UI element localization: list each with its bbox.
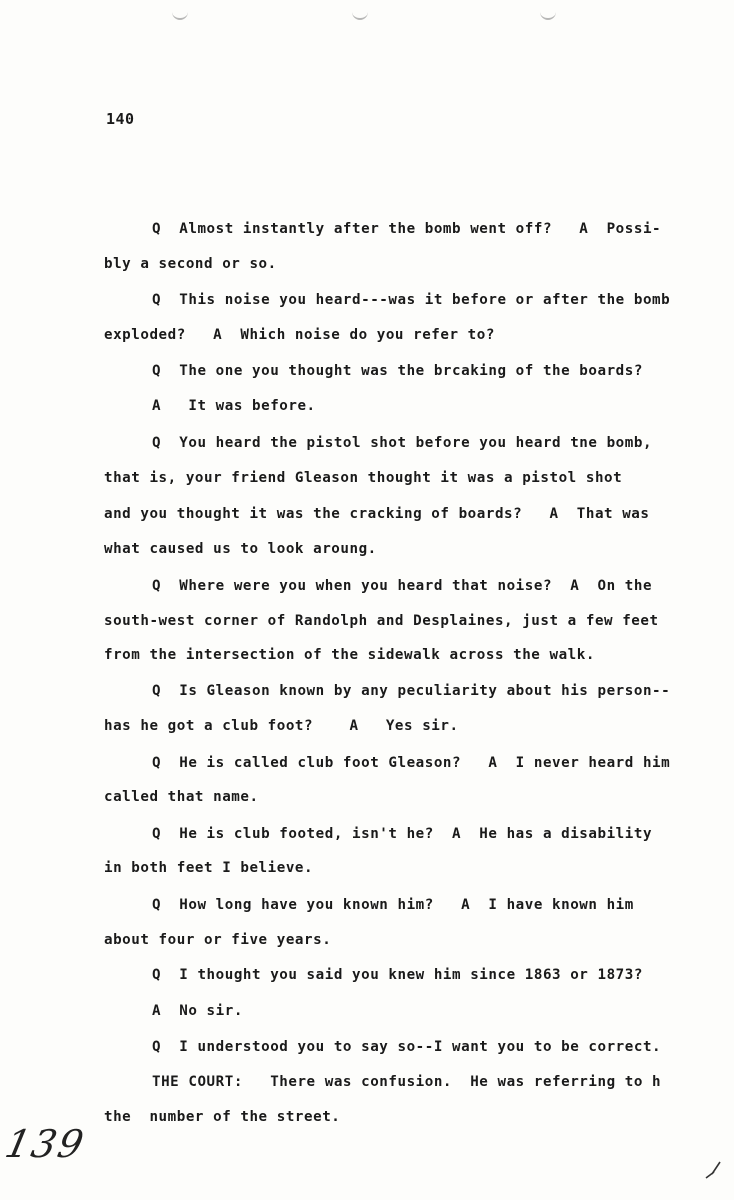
transcript-line: Q He is club footed, isn't he? A He has a disability xyxy=(152,826,653,842)
transcript-line: Q Almost instantly after the bomb went off? A Possi- xyxy=(152,221,662,237)
transcript-line: and you thought it was the cracking of boards? A That was xyxy=(104,506,650,522)
transcript-line: the number of the street. xyxy=(104,1109,341,1125)
punch-hole-mark xyxy=(540,8,556,20)
transcript-line: Q Where were you when you heard that noise? A On the xyxy=(152,578,653,594)
transcript-line: about four or five years. xyxy=(104,932,332,948)
transcript-line: Q How long have you known him? A I have known him xyxy=(152,897,634,913)
punch-hole-mark xyxy=(172,8,188,20)
transcript-line: called that name. xyxy=(104,789,259,805)
transcript-line: what caused us to look aroung. xyxy=(104,541,377,557)
pencil-mark-icon xyxy=(704,1158,726,1180)
transcript-line: A No sir. xyxy=(152,1003,243,1019)
page-number: 140 xyxy=(106,110,135,128)
transcript-line: Q The one you thought was the brcaking of the boards? xyxy=(152,363,643,379)
transcript-line: Q He is called club foot Gleason? A I never heard him xyxy=(152,755,671,771)
transcript-line: A It was before. xyxy=(152,398,316,414)
transcript-line: Q This noise you heard---was it before or after the bomb xyxy=(152,292,671,308)
punch-hole-mark xyxy=(352,8,368,20)
transcript-line: that is, your friend Gleason thought it was a pistol shot xyxy=(104,470,623,486)
transcript-line: bly a second or so. xyxy=(104,256,277,272)
transcript-line: from the intersection of the sidewalk across the walk. xyxy=(104,647,595,663)
transcript-line: THE COURT: There was confusion. He was referring to h xyxy=(152,1074,662,1090)
transcript-line: exploded? A Which noise do you refer to? xyxy=(104,327,495,343)
transcript-line: Q Is Gleason known by any peculiarity about his person-- xyxy=(152,683,671,699)
transcript-line: Q I thought you said you knew him since 1863 or 1873? xyxy=(152,967,643,983)
transcript-line: south-west corner of Randolph and Desplaines, just a few feet xyxy=(104,613,659,629)
transcript-line: has he got a club foot? A Yes sir. xyxy=(104,718,459,734)
transcript-line: Q You heard the pistol shot before you heard tne bomb, xyxy=(152,435,653,451)
transcript-line: Q I understood you to say so--I want you to be correct. xyxy=(152,1039,662,1055)
handwritten-folio-number: 139 xyxy=(1,1122,90,1166)
transcript-line: in both feet I believe. xyxy=(104,860,314,876)
